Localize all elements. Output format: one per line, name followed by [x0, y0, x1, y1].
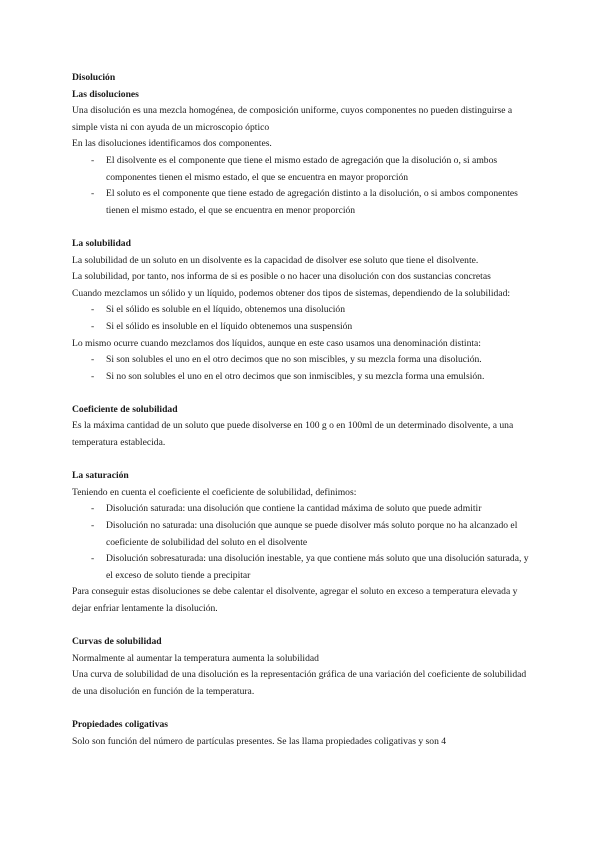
section-heading-disoluciones: Las disoluciones [72, 88, 139, 100]
section-heading-coeficiente: Coeficiente de solubilidad [72, 403, 178, 415]
list-item: - El disolvente es el componente que tiene el mismo estado de agregación que la disolución o, si ambos componentes tienen el mismo estado, el que se encuentra en mayor proporción [72, 153, 530, 186]
list-item: - Disolución no saturada: una disolución que aunque se puede disolver más soluto porque no ha alcanzado el coeficiente de solubilidad del soluto en el disolvente [72, 518, 530, 551]
paragraph: Lo mismo ocurre cuando mezclamos dos líquidos, aunque en este caso usamos una denominación distinta: [72, 337, 481, 349]
bullet-list [72, 501, 530, 584]
list-item: - Disolución saturada: una disolución que contiene la cantidad máxima de soluto que puede admitir [72, 501, 530, 518]
bullet-list [72, 302, 530, 335]
paragraph: Es la máxima cantidad de un soluto que puede disolverse en 100 g o en 100ml de un determinado disolvente, a una temperatura establecida. [72, 420, 514, 449]
paragraph: En las disoluciones identificamos dos componentes. [72, 138, 272, 150]
paragraph: Teniendo en cuenta el coeficiente el coeficiente de solubilidad, definimos: [72, 486, 357, 498]
list-item: - Si el sólido es insoluble en el líquido obtenemos una suspensión [72, 319, 530, 336]
paragraph: Normalmente al aumentar la temperatura aumenta la solubilidad [72, 652, 319, 664]
list-item: - Disolución sobresaturada: una disolución inestable, ya que contiene más soluto que una disolución saturada, y el exceso de soluto tiende a precipitar [72, 551, 530, 584]
list-item: - El soluto es el componente que tiene estado de agregación distinto a la disolución, o si ambos componentes tienen el mismo estado, el que se encuentra en menor proporción [72, 186, 530, 219]
paragraph: Cuando mezclamos un sólido y un líquido, podemos obtener dos tipos de sistemas, dependiendo de la solubilidad: [72, 287, 511, 299]
bullet-list [72, 153, 530, 219]
paragraph: Solo son función del número de partículas presentes. Se las llama propiedades coligativas y son 4 [72, 735, 447, 747]
bullet-list [72, 352, 530, 385]
paragraph: Una disolución es una mezcla homogénea, de composición uniforme, cuyos componentes no pueden distinguirse a simple vista ni con ayuda de un microscopio óptico [72, 105, 513, 133]
list-item: - Si no son solubles el uno en el otro decimos que son inmiscibles, y su mezcla forma una emulsión. [72, 369, 530, 386]
list-item: - Si son solubles el uno en el otro decimos que no son miscibles, y su mezcla forma una disolución. [72, 352, 530, 369]
document-page [72, 70, 530, 750]
paragraph: Una curva de solubilidad de una disolución es la representación gráfica de una variación del coeficiente de solubilidad de una disolución en función de la temperatura. [72, 669, 527, 697]
paragraph: Para conseguir estas disoluciones se debe calentar el disolvente, agregar el soluto en exceso a temperatura elevada y dejar enfriar lentamente la disolución. [72, 586, 518, 614]
document-title: Disolución [72, 72, 116, 83]
list-item: - Si el sólido es soluble en el líquido, obtenemos una disolución [72, 302, 530, 319]
section-heading-curvas: Curvas de solubilidad [72, 636, 162, 648]
section-heading-coligativas: Propiedades coligativas [72, 719, 169, 731]
section-heading-solubilidad: La solubilidad [72, 237, 131, 249]
paragraph: La solubilidad, por tanto, nos informa de si es posible o no hacer una disolución con dos sustancias concretas [72, 271, 491, 283]
paragraph: La solubilidad de un soluto en un disolvente es la capacidad de disolver ese soluto que tiene el disolvente. [72, 254, 479, 266]
section-heading-saturacion: La saturación [72, 470, 129, 482]
